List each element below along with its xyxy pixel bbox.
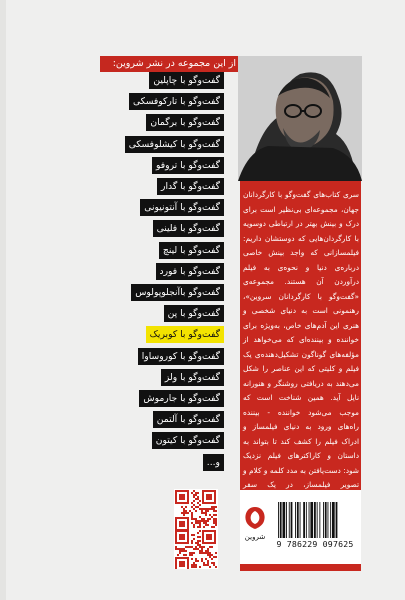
series-item: گفت‌وگو باآنجلوپولوس [131, 284, 224, 301]
series-description: سری کتاب‌های گفت‌وگو با کارگردانان جهان، مجموعه‌ای بی‌نظیر است برای درک و بینش بهتر در ارتباطی دوسویه با کارگردان‌هایی که دوستشان داریم: فیلمسازانی که واجد بینش خاصی درباره‌ی دنیا و نحوه‌ی به فیلم درآوردن آن هستند. مجموعه‌ی «گفت‌وگو با کارگردانان سروین»، رهنمونی است به دنیای شخصی و هنری این آدم‌های خاص، به‌ویژه برای خواننده و بیننده‌ای که می‌خواهد از مؤلفه‌های گوناگون تشکیل‌دهنده‌ی یک فیلم و کلیتی که این عناصر را شکل می‌دهند به دریافتی روشنگر و هنورانه نایل آید. همین شناخت است که موجب می‌شود خواننده - بیننده راه‌های ورود به دنیای فیلمساز و ادراک فیلم را کشف کند تا بتواند به داستان و کاراکترهای فیلم نزدیک شود: دست‌یافتن به مدد کلمه و کلام و تصویر فیلمساز، در یک سفر [243, 190, 359, 489]
series-item: گفت‌وگو با جارموش [139, 390, 224, 407]
series-item: گفت‌وگو با گدار [157, 178, 224, 195]
series-item: گفت‌وگو با تروفو [152, 157, 224, 174]
series-item: گفت‌وگو با برگمان [146, 114, 224, 131]
isbn-number: 9 786229 097625 [276, 539, 354, 549]
series-item: گفت‌وگو با پن [164, 305, 224, 322]
series-item: گفت‌وگو با کیتون [152, 432, 224, 449]
author-photo [238, 56, 362, 181]
series-header: از این مجموعه در نشر شروین: [100, 56, 240, 72]
series-item: گفت‌وگو با کوروساوا [138, 348, 224, 365]
cover-edge [0, 0, 6, 600]
barcode-icon [276, 502, 358, 542]
series-item: گفت‌وگو با ولز [161, 369, 224, 386]
series-item: گفت‌وگو با چاپلین [149, 72, 224, 89]
series-item: و... [203, 454, 224, 471]
series-item: گفت‌وگو با آنتونیونی [140, 199, 224, 216]
series-item: گفت‌وگو با فلینی [153, 220, 224, 237]
series-item: گفت‌وگو با تارکوفسکی [129, 93, 224, 110]
series-item: گفت‌وگو با کیشلوفسکی [125, 136, 224, 153]
series-item: گفت‌وگو با آلتمن [153, 411, 224, 428]
publisher-logo-text: شروین [244, 533, 266, 541]
publisher-logo-icon [241, 505, 269, 545]
series-item: گفت‌وگو با لینچ [159, 242, 224, 259]
series-item: گفت‌وگو با کوبریک [146, 326, 224, 343]
qr-code-icon[interactable] [174, 489, 218, 569]
series-item: گفت‌وگو با فورد [156, 263, 224, 280]
